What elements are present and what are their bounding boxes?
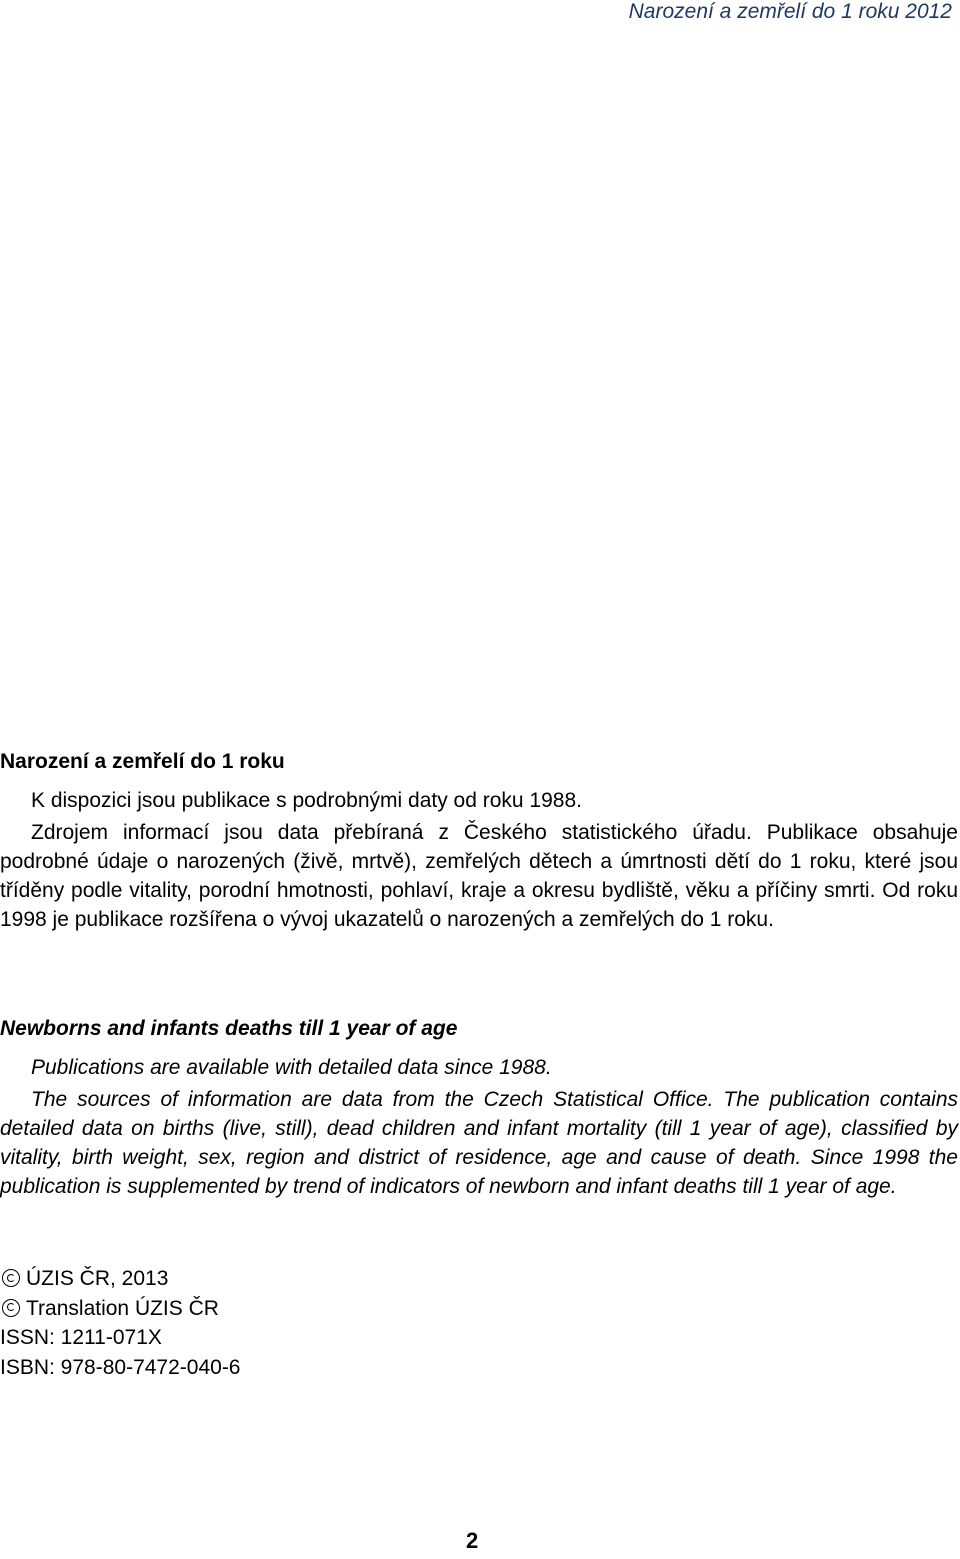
czech-section xyxy=(0,747,958,934)
english-lead-paragraph: Publications are available with detailed data since 1988. xyxy=(31,1056,552,1079)
english-heading: Newborns and infants deaths till 1 year of age xyxy=(0,1017,458,1040)
imprint-block xyxy=(0,1264,241,1382)
isbn-line: ISBN: 978-80-7472-040-6 xyxy=(0,1355,241,1379)
running-header: Narození a zemřelí do 1 roku 2012 xyxy=(628,0,952,23)
english-section xyxy=(0,1014,958,1201)
czech-heading: Narození a zemřelí do 1 roku xyxy=(0,750,285,773)
copyright-line xyxy=(0,1264,241,1294)
copyright-icon xyxy=(2,1269,20,1287)
translation-text: Translation ÚZIS ČR xyxy=(26,1296,219,1320)
issn-line: ISSN: 1211-071X xyxy=(0,1326,162,1349)
page-number: 2 xyxy=(466,1528,479,1553)
copyright-text: ÚZIS ČR, 2013 xyxy=(26,1267,169,1290)
czech-lead-paragraph: K dispozici jsou publikace s podrobnými daty od roku 1988. xyxy=(31,789,582,812)
english-body-paragraph: The sources of information are data from the Czech Statistical Office. The publication contains detailed data on births (live, still), dead children and infant mortality (till 1 year of age), classified by vitality, birth weight, sex, region and district of residence, age and cause of death. Since 1998 the publication is supplemented by trend of indicators of newborn and infant deaths till 1 year of age. xyxy=(0,1088,958,1198)
czech-body-paragraph: Zdrojem informací jsou data přebíraná z Českého statistického úřadu. Publikace obsahuje podrobné údaje o narozených (živě, mrtvě), zemřelých dětech a úmrtnosti dětí do 1 roku, které jsou tříděny podle vitality, porodní hmotnosti, pohlaví, kraje a okresu bydliště, věku a příčiny smrti. Od roku 1998 je publikace rozšířena o vývoj ukazatelů o narozených a zemřelých do 1 roku. xyxy=(0,821,958,931)
copyright-icon xyxy=(2,1299,20,1317)
translation-line xyxy=(0,1294,241,1324)
